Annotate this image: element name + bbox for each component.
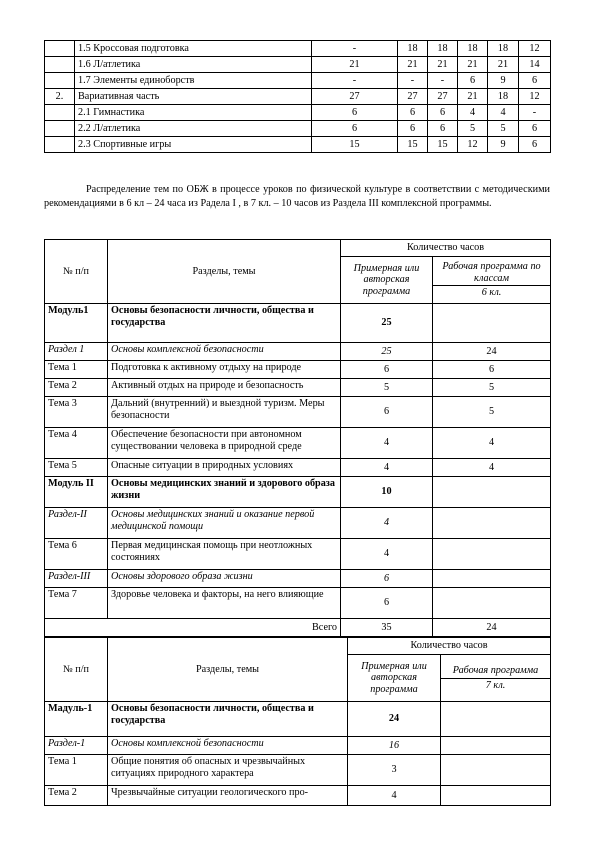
- table-row: [45, 477, 551, 508]
- hours-cell: 18: [428, 41, 458, 57]
- header-example-program: Примерная или авторская программа: [341, 257, 433, 304]
- row-topic: Обеспечение безопасности при автономном существовании человека в природной среде: [108, 428, 341, 459]
- header-hours: Количество часов: [341, 240, 551, 257]
- hours-cell: 18: [488, 89, 519, 105]
- header-work-program-label: Рабочая программа по классам: [442, 261, 541, 284]
- hours-cell: 21: [312, 57, 398, 73]
- table-row: [45, 428, 551, 459]
- work-hours: 5: [433, 379, 551, 397]
- row-topic: Активный отдых на природе и безопасность: [108, 379, 341, 397]
- row-number: Тема 4: [45, 428, 108, 459]
- work-hours: [433, 539, 551, 570]
- example-hours: 5: [341, 379, 433, 397]
- hours-cell: -: [428, 73, 458, 89]
- hours-cell: -: [312, 73, 398, 89]
- hours-cell: 18: [488, 41, 519, 57]
- row-topic: Опасные ситуации в природных условиях: [108, 459, 341, 477]
- header-work-program: [441, 655, 551, 702]
- work-hours: [433, 588, 551, 619]
- header-class: 6 кл.: [433, 285, 550, 300]
- example-hours: 16: [348, 737, 441, 755]
- table-row: [45, 121, 551, 137]
- row-topic: Основы комплексной безопасности: [108, 737, 348, 755]
- table-row: [45, 755, 551, 786]
- hours-cell: 21: [458, 57, 488, 73]
- hours-cell: 6: [398, 121, 428, 137]
- sports-hours-table: [44, 40, 551, 153]
- table-row: [45, 57, 551, 73]
- work-hours: [441, 755, 551, 786]
- table-row: [45, 361, 551, 379]
- hours-cell: 14: [519, 57, 551, 73]
- example-hours: 25: [341, 304, 433, 343]
- row-name: 2.3 Спортивные игры: [75, 137, 312, 153]
- table-row: [45, 137, 551, 153]
- example-hours: 6: [341, 588, 433, 619]
- row-number: Мадуль-1: [45, 702, 108, 737]
- example-hours: 6: [341, 570, 433, 588]
- hours-cell: 6: [312, 105, 398, 121]
- row-topic: Основы медицинских знаний и здорового образа жизни: [108, 477, 341, 508]
- row-number: Модуль II: [45, 477, 108, 508]
- work-hours: 24: [433, 343, 551, 361]
- work-hours: [441, 786, 551, 806]
- row-number: Тема 1: [45, 361, 108, 379]
- work-hours: [433, 508, 551, 539]
- sports-hours-table-body: [45, 41, 551, 153]
- table-row: [45, 737, 551, 755]
- hours-cell: 27: [428, 89, 458, 105]
- row-number: [45, 41, 75, 57]
- table-row: [45, 588, 551, 619]
- table-row: [45, 397, 551, 428]
- example-hours: 4: [341, 428, 433, 459]
- example-hours: 25: [341, 343, 433, 361]
- row-topic: Основы медицинских знаний и оказание первой медицинской помощи: [108, 508, 341, 539]
- hours-cell: 12: [519, 89, 551, 105]
- row-number: Раздел-1: [45, 737, 108, 755]
- row-topic: Подготовка к активному отдыху на природе: [108, 361, 341, 379]
- example-hours: 4: [341, 459, 433, 477]
- work-hours: 6: [433, 361, 551, 379]
- hours-cell: 6: [428, 105, 458, 121]
- hours-cell: 6: [312, 121, 398, 137]
- hours-cell: -: [312, 41, 398, 57]
- obzh-grade7-table: [44, 637, 551, 806]
- example-hours: 3: [348, 755, 441, 786]
- table-row: [45, 459, 551, 477]
- work-hours: 5: [433, 397, 551, 428]
- row-number: [45, 105, 75, 121]
- row-name: Вариативная часть: [75, 89, 312, 105]
- hours-cell: 6: [398, 105, 428, 121]
- row-number: Тема 2: [45, 379, 108, 397]
- header-work-program: [433, 257, 551, 304]
- hours-cell: 12: [458, 137, 488, 153]
- row-topic: Основы комплексной безопасности: [108, 343, 341, 361]
- hours-cell: 27: [398, 89, 428, 105]
- row-name: 2.1 Гимнастика: [75, 105, 312, 121]
- row-topic: Основы безопасности личности, общества и государства: [108, 304, 341, 343]
- header-num: № п/п: [45, 638, 108, 702]
- row-number: Тема 5: [45, 459, 108, 477]
- row-number: Раздел-III: [45, 570, 108, 588]
- row-topic: Чрезвычайные ситуации геологического про-: [108, 786, 348, 806]
- hours-cell: -: [398, 73, 428, 89]
- hours-cell: 6: [519, 137, 551, 153]
- row-number: Модуль1: [45, 304, 108, 343]
- example-hours: 4: [348, 786, 441, 806]
- hours-cell: 9: [488, 137, 519, 153]
- obzh-grade6-table: [44, 239, 551, 637]
- row-number: Тема 6: [45, 539, 108, 570]
- row-topic: Основы здорового образа жизни: [108, 570, 341, 588]
- table-row: [45, 508, 551, 539]
- row-name: 1.7 Элементы единоборств: [75, 73, 312, 89]
- table-row: [45, 304, 551, 343]
- table-row: [45, 379, 551, 397]
- hours-cell: 12: [519, 41, 551, 57]
- row-number: 2.: [45, 89, 75, 105]
- table-row: [45, 41, 551, 57]
- table-row: [45, 786, 551, 806]
- obzh-grade6-table-body: [45, 304, 551, 637]
- hours-cell: 27: [312, 89, 398, 105]
- row-number: [45, 121, 75, 137]
- example-hours: 6: [341, 361, 433, 379]
- hours-cell: 4: [458, 105, 488, 121]
- row-number: [45, 57, 75, 73]
- hours-cell: 21: [458, 89, 488, 105]
- total-example-hours: 35: [341, 619, 433, 637]
- hours-cell: 18: [398, 41, 428, 57]
- row-topic: Дальний (внутренний) и выездной туризм. Меры безопасности: [108, 397, 341, 428]
- row-number: [45, 73, 75, 89]
- header-work-program-label: Рабочая программа: [452, 665, 539, 676]
- total-work-hours: 24: [433, 619, 551, 637]
- row-number: Тема 7: [45, 588, 108, 619]
- work-hours: 4: [433, 459, 551, 477]
- header-topics: Разделы, темы: [108, 240, 341, 304]
- total-label: Всего: [45, 619, 341, 637]
- row-name: 1.5 Кроссовая подготовка: [75, 41, 312, 57]
- hours-cell: 6: [428, 121, 458, 137]
- work-hours: [433, 304, 551, 343]
- hours-cell: 15: [312, 137, 398, 153]
- hours-cell: 15: [428, 137, 458, 153]
- hours-cell: 5: [488, 121, 519, 137]
- header-example-program: Примерная или авторская программа: [348, 655, 441, 702]
- table-row: [45, 702, 551, 737]
- row-name: 2.2 Л/атлетика: [75, 121, 312, 137]
- row-number: Тема 1: [45, 755, 108, 786]
- table-row: [45, 343, 551, 361]
- obzh-distribution-paragraph: Распределение тем по ОБЖ в процессе уроков по физической культуре в соответствии с методическими рекомендациями в 6 кл – 24 часа из Радела I , в 7 кл. – 10 часов из Раздела III комплексной программы.: [44, 184, 550, 209]
- example-hours: 4: [341, 508, 433, 539]
- hours-cell: 9: [488, 73, 519, 89]
- row-name: 1.6 Л/атлетика: [75, 57, 312, 73]
- table-row: [45, 539, 551, 570]
- header-topics: Разделы, темы: [108, 638, 348, 702]
- hours-cell: 18: [458, 41, 488, 57]
- table-row: [45, 73, 551, 89]
- table-row: [45, 105, 551, 121]
- hours-cell: 4: [488, 105, 519, 121]
- row-topic: Здоровье человека и факторы, на него влияющие: [108, 588, 341, 619]
- work-hours: 4: [433, 428, 551, 459]
- hours-cell: 21: [428, 57, 458, 73]
- row-number: Раздел 1: [45, 343, 108, 361]
- hours-cell: 6: [519, 73, 551, 89]
- example-hours: 4: [341, 539, 433, 570]
- header-class: 7 кл.: [441, 678, 550, 693]
- hours-cell: 15: [398, 137, 428, 153]
- header-hours: Количество часов: [348, 638, 551, 655]
- hours-cell: 6: [458, 73, 488, 89]
- obzh-grade7-table-body: [45, 702, 551, 806]
- row-topic: Общие понятия об опасных и чрезвычайных ситуациях природного характера: [108, 755, 348, 786]
- example-hours: 6: [341, 397, 433, 428]
- example-hours: 10: [341, 477, 433, 508]
- row-topic: Первая медицинская помощь при неотложных состояниях: [108, 539, 341, 570]
- work-hours: [441, 702, 551, 737]
- work-hours: [433, 570, 551, 588]
- hours-cell: 5: [458, 121, 488, 137]
- hours-cell: -: [519, 105, 551, 121]
- row-number: Раздел-II: [45, 508, 108, 539]
- total-row: [45, 619, 551, 637]
- hours-cell: 21: [488, 57, 519, 73]
- table-row: [45, 570, 551, 588]
- hours-cell: 6: [519, 121, 551, 137]
- hours-cell: 21: [398, 57, 428, 73]
- work-hours: [441, 737, 551, 755]
- table-row: [45, 89, 551, 105]
- header-num: № п/п: [45, 240, 108, 304]
- work-hours: [433, 477, 551, 508]
- row-number: Тема 2: [45, 786, 108, 806]
- row-topic: Основы безопасности личности, общества и государства: [108, 702, 348, 737]
- row-number: [45, 137, 75, 153]
- row-number: Тема 3: [45, 397, 108, 428]
- example-hours: 24: [348, 702, 441, 737]
